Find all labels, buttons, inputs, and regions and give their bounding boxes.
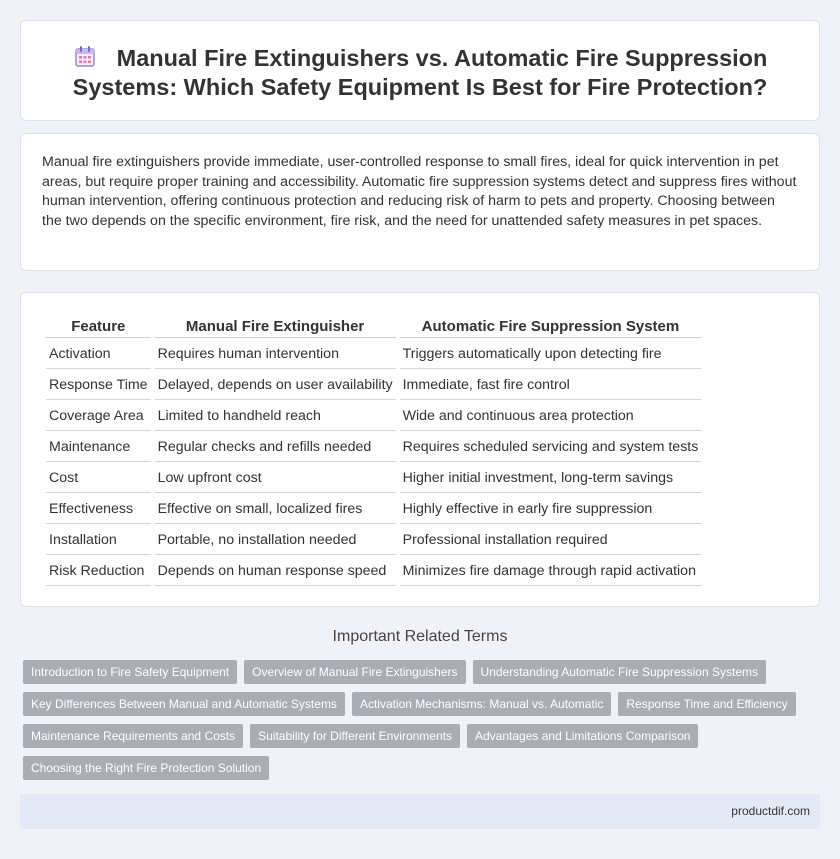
tag-row bbox=[23, 756, 823, 780]
header-automatic: Automatic Fire Suppression System bbox=[400, 315, 702, 338]
cell-feature: Response Time bbox=[46, 371, 151, 400]
cell-manual: Delayed, depends on user availability bbox=[155, 371, 396, 400]
related-term-tag[interactable]: Suitability for Different Environments bbox=[250, 724, 460, 748]
related-term-tag[interactable]: Advantages and Limitations Comparison bbox=[467, 724, 698, 748]
table-row bbox=[46, 464, 701, 493]
page-title-text: Manual Fire Extinguishers vs. Automatic Fire Suppression Systems: Which Safety Equipment Is Best for Fire Protection? bbox=[72, 45, 768, 100]
table-row bbox=[46, 402, 701, 431]
cell-automatic: Requires scheduled servicing and system tests bbox=[400, 433, 702, 462]
related-term-tag[interactable]: Choosing the Right Fire Protection Solution bbox=[23, 756, 269, 780]
calendar-icon bbox=[73, 45, 97, 69]
table-row bbox=[46, 371, 701, 400]
cell-automatic: Higher initial investment, long-term savings bbox=[400, 464, 702, 493]
related-term-tag[interactable]: Activation Mechanisms: Manual vs. Automatic bbox=[352, 692, 611, 716]
cell-feature: Coverage Area bbox=[46, 402, 151, 431]
cell-manual: Limited to handheld reach bbox=[155, 402, 396, 431]
table-row bbox=[46, 433, 701, 462]
tag-row bbox=[23, 692, 823, 716]
cell-automatic: Wide and continuous area protection bbox=[400, 402, 702, 431]
related-term-tag[interactable]: Key Differences Between Manual and Automatic Systems bbox=[23, 692, 345, 716]
header-manual: Manual Fire Extinguisher bbox=[155, 315, 396, 338]
cell-manual: Low upfront cost bbox=[155, 464, 396, 493]
related-term-tag[interactable]: Overview of Manual Fire Extinguishers bbox=[244, 660, 465, 684]
related-term-tag[interactable]: Introduction to Fire Safety Equipment bbox=[23, 660, 237, 684]
cell-manual: Regular checks and refills needed bbox=[155, 433, 396, 462]
cell-manual: Portable, no installation needed bbox=[155, 526, 396, 555]
table-row bbox=[46, 340, 701, 369]
table-row bbox=[46, 526, 701, 555]
related-terms-list bbox=[23, 660, 823, 788]
intro-card bbox=[20, 133, 820, 271]
related-term-tag[interactable]: Maintenance Requirements and Costs bbox=[23, 724, 243, 748]
cell-automatic: Professional installation required bbox=[400, 526, 702, 555]
comparison-table bbox=[42, 313, 705, 588]
cell-automatic: Highly effective in early fire suppression bbox=[400, 495, 702, 524]
tag-row bbox=[23, 724, 823, 748]
cell-automatic: Immediate, fast fire control bbox=[400, 371, 702, 400]
related-terms-heading: Important Related Terms bbox=[332, 628, 508, 645]
cell-automatic: Minimizes fire damage through rapid activation bbox=[400, 557, 702, 586]
cell-feature: Activation bbox=[46, 340, 151, 369]
related-term-tag[interactable]: Response Time and Efficiency bbox=[618, 692, 795, 716]
cell-automatic: Triggers automatically upon detecting fire bbox=[400, 340, 702, 369]
table-row bbox=[46, 557, 701, 586]
page-title bbox=[21, 21, 819, 102]
cell-feature: Cost bbox=[46, 464, 151, 493]
table-row bbox=[46, 495, 701, 524]
comparison-card bbox=[20, 292, 820, 607]
cell-feature: Installation bbox=[46, 526, 151, 555]
footer bbox=[20, 794, 820, 829]
table-header-row bbox=[46, 315, 701, 338]
footer-site-link[interactable]: productdif.com bbox=[731, 804, 810, 818]
cell-feature: Effectiveness bbox=[46, 495, 151, 524]
cell-manual: Requires human intervention bbox=[155, 340, 396, 369]
title-card bbox=[20, 20, 820, 121]
cell-feature: Maintenance bbox=[46, 433, 151, 462]
cell-feature: Risk Reduction bbox=[46, 557, 151, 586]
tag-row bbox=[23, 660, 823, 684]
cell-manual: Effective on small, localized fires bbox=[155, 495, 396, 524]
intro-paragraph: Manual fire extinguishers provide immediate, user-controlled response to small fires, ideal for quick intervention in pet areas, but require proper training and accessibility. Automatic fire suppression systems detect and suppress fires without human intervention, offering continuous protection and reducing risk of harm to pets and property. Choosing between the two depends on the specific environment, fire risk, and the need for unattended safety measures in pet spaces. bbox=[42, 154, 797, 229]
related-term-tag[interactable]: Understanding Automatic Fire Suppression Systems bbox=[473, 660, 766, 684]
cell-manual: Depends on human response speed bbox=[155, 557, 396, 586]
header-feature: Feature bbox=[46, 315, 151, 338]
